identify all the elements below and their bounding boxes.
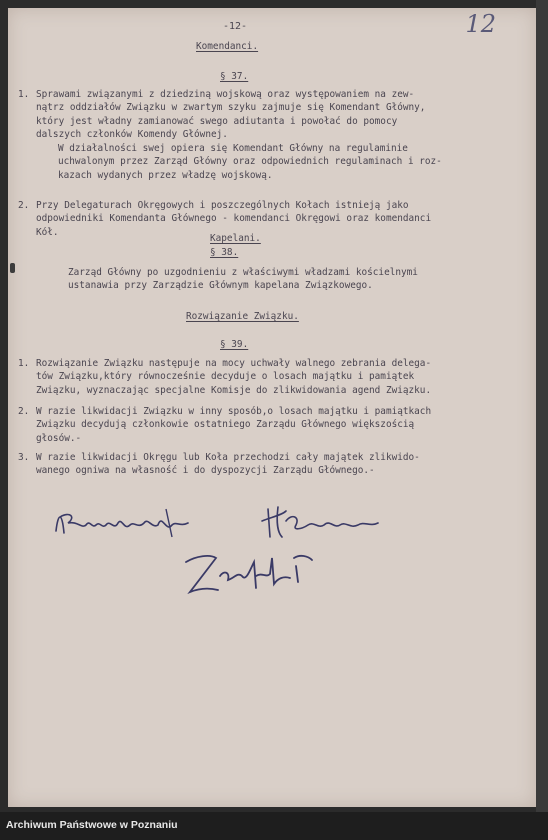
- paragraph-text: W działalności swej opiera się Komendant Główny na regulaminie uchwalonym przez Zarząd Główny oraz odpowiednich regulaminach i roz- kazach wydanych przez władzę wojskową.: [58, 143, 442, 181]
- signature-1: [48, 503, 208, 548]
- item-number: 1.: [18, 89, 30, 100]
- item-number: 2.: [18, 200, 30, 211]
- item-number: 2.: [18, 406, 30, 417]
- item-text: Rozwiązanie Związku następuje na mocy uchwały walnego zebrania delega- tów Związku,który równocześnie decyduje o losach majątku i pamiątek Związku, wyznaczając specjalne Komisje do zlikwidowania agend Związku.: [36, 358, 432, 396]
- archive-name: Archiwum Państwowe w Poznaniu: [6, 819, 178, 831]
- item-text: W razie likwidacji Okręgu lub Koła przechodzi cały majątek zlikwido- wanego ogniwa na własność i do dyspozycji Zarządu Głównego.-: [36, 452, 420, 477]
- handwritten-page-number: 12: [465, 10, 496, 38]
- paragraph-sign-39: § 39.: [220, 339, 249, 350]
- item-text: Przy Delegaturach Okręgowych i poszczególnych Kołach istnieją jako odpowiedniki Komendanta Głównego - komendanci Okręgowi oraz komendanci Kół.: [36, 200, 432, 238]
- item-number: 1.: [18, 358, 30, 369]
- signature-3: [176, 548, 326, 603]
- item-text: Sprawami związanymi z dziedziną wojskową oraz występowaniem na zew- nątrz oddziałów Związku w zwartym szyku zajmuje się Komendant Główny, który jest władny zamianować swego adiutanta i powołać do pomocy dalszych członków Komendy Głównej.: [36, 89, 426, 141]
- heading-rozwiazanie: Rozwiązanie Związku.: [186, 311, 299, 322]
- signature-2: [258, 503, 388, 543]
- paragraph-sign-37: § 37.: [220, 71, 249, 82]
- paragraph-sign-38: § 38.: [210, 247, 239, 258]
- item-number: 3.: [18, 452, 30, 463]
- heading-komendanci: Komendanci.: [196, 41, 259, 52]
- heading-kapelani: Kapelani.: [210, 233, 261, 244]
- archive-footer: [0, 812, 548, 840]
- document-page: [8, 8, 536, 807]
- paragraph-text: Zarząd Główny po uzgodnieniu z właściwymi władzami kościelnymi ustanawia przy Zarządzie Głównym kapelana Związkowego.: [68, 267, 418, 292]
- item-text: W razie likwidacji Związku w inny sposób,o losach majątku i pamiątkach Związku decydują członkowie ostatniego Zarządu Głównego większością głosów.-: [36, 406, 432, 444]
- typed-page-number: -12-: [223, 21, 248, 32]
- viewer-edge: [536, 0, 548, 812]
